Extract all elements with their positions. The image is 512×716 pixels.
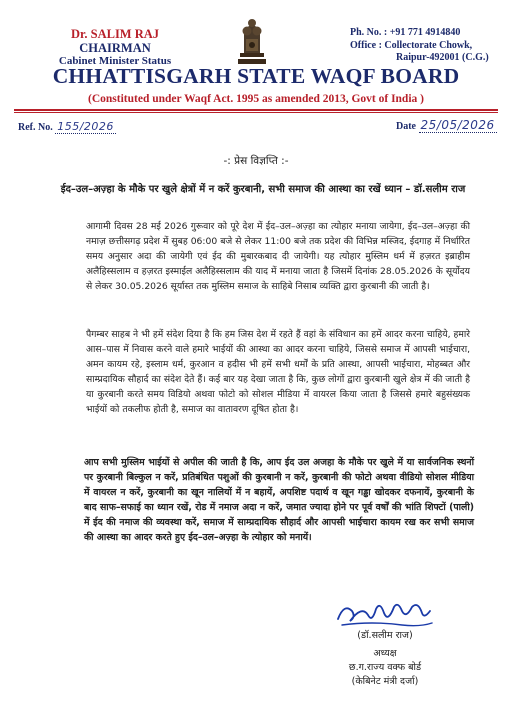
paragraph-1: आगामी दिवस 28 मई 2026 गुरूवार को पूरे देश में ईद–उल–अज़्हा का त्योहार मनाया जायेगा, ईद–उल–अज़्हा की नमाज़ छत्तीसगढ़ प्रदेश में सुबह 06:00 बजे से लेकर 11:00 बजे तक प्रदेश की विभिन्न मस्जिद, ईदगाह में निर्धारित समय अनुसार अदा की जायेगी एवं ईद की मुबारकबाद दी जायेगी। यह त्योहार मुस्लिम धर्म में हज़रत इब्राहीम अलैहिस्सलाम व हज़रत इस्माईल अलैहिस्सलाम की याद में मनाया जाता है जिसमें दिनांक 28.05.2026 के सूर्योदय से लेकर 30.05.2026 सूर्यास्त तक मुस्लिम समाज के साहिबे निसाब व्यक्ति द्वारा कुरबानी की जाती है। <box>86 221 470 292</box>
signatory-status: (केबिनेट मंत्री दर्जा) <box>351 676 419 687</box>
paragraph-2: पैगम्बर साहब ने भी हमें संदेश दिया है कि हम जिस देश में रहते हैं वहां के संविधान का हमें आदर करना चाहिये, हमारे आस–पास में निवास करने वाले हमारे भाईयों की आस्था का आदर करना चाहिये, जिससे समाज में आपसी भाईचारा, अमन कायम रहे, इस्लाम धर्म, कुरआन व हदीस भी हमें सभी धर्मों के प्रति आस्था, आपसी भाईचारा, मोहब्बत और साम्प्रदायिक सौहार्द का संदेश देते हैं। कई बार यह देखा जाता है कि, कुछ लोगों द्वारा कुरबानी खुले क्षेत्र में की जाती है या कुरबानी करते समय विडियो अथवा फोटो को सोशल मीडिया में वायरल किया जाता है जिससे हमारे बहुसंख्यक भाईयों को तकलीफ होती है, समाज का वातावरण दूषित होता है। <box>86 329 470 415</box>
ref-value: 155/2026 <box>57 120 114 133</box>
office-label: Office <box>350 39 377 51</box>
letterhead-left <box>30 27 200 68</box>
date-label: Date <box>396 121 416 132</box>
signatory-name: (डॉ.सलीम राज) <box>357 630 413 641</box>
letter-date <box>396 118 497 132</box>
signatory-organisation: छ.ग.राज्य वक्फ बोर्ड <box>348 662 422 673</box>
state-emblem-icon <box>232 15 272 67</box>
cabinet-status: Cabinet Minister Status <box>58 55 172 67</box>
phone-number: Ph. No. : +91 771 4914840 <box>350 27 461 38</box>
header-divider-thin <box>14 112 498 113</box>
chairman-designation: CHAIRMAN <box>79 41 151 55</box>
office-address-line1: : Collectorate Chowk, <box>378 39 473 51</box>
letterhead-contact <box>350 27 510 65</box>
office-address-line2: Raipur-492001 (C.G.) <box>396 52 489 63</box>
board-name: CHHATTISGARH STATE WAQF BOARD <box>52 64 460 88</box>
handwritten-signature <box>332 597 436 631</box>
paragraph-3-appeal: आप सभी मुस्लिम भाईयों से अपील की जाती है कि, आप ईद उल अजहा के मौके पर खुले में या सार्वजनिक स्थनों पर कुरबानी बिल्कुल न करें, प्रतिबंधित पशुओं की कुरबानी न करें, कुरबानी की फोटो अथवा वीडियो सोशल मीडिया में वायरल न करें, कुरबानी का खून नालियों में न बहायें, अपशिष्ट पदार्थ व खून गड्ढा खोदकर दफनायें, कुरबानी के बाद साफ–सफाई का ध्यान रखें, रोड में नमाज अदा न करें, जमात ज्यादा होने पर पूर्व वर्षों की भांति शिफ्टों (पाली) में ईद की नमाज की व्यवस्था करें, समाज में साम्प्रदायिक सौहार्द और आपसी भाईचारा कायम रख कर सभी समाज की आस्था का आदर करते हुए ईद–उल–अज़्हा के त्योहार को मनायें। <box>84 457 474 544</box>
ref-label: Ref. No. <box>18 122 53 133</box>
reference-number <box>18 120 116 133</box>
press-release-subject: ईद–उल–अज़्हा के मौके पर खुले क्षेत्रों में न करें कुरबानी, सभी समाज की आस्था का रखें ध्यान – डॉ.सलीम राज <box>60 184 466 195</box>
signatory-title: अध्यक्ष <box>373 648 397 659</box>
header-divider <box>14 109 498 111</box>
chairman-name: Dr. SALIM RAJ <box>70 27 160 41</box>
date-value: 25/05/2026 <box>420 118 495 132</box>
constitution-line: (Constituted under Waqf Act. 1995 as amended 2013, Govt of India ) <box>88 93 424 105</box>
press-release-heading: -: प्रेस विज्ञप्ति :- <box>223 155 289 167</box>
